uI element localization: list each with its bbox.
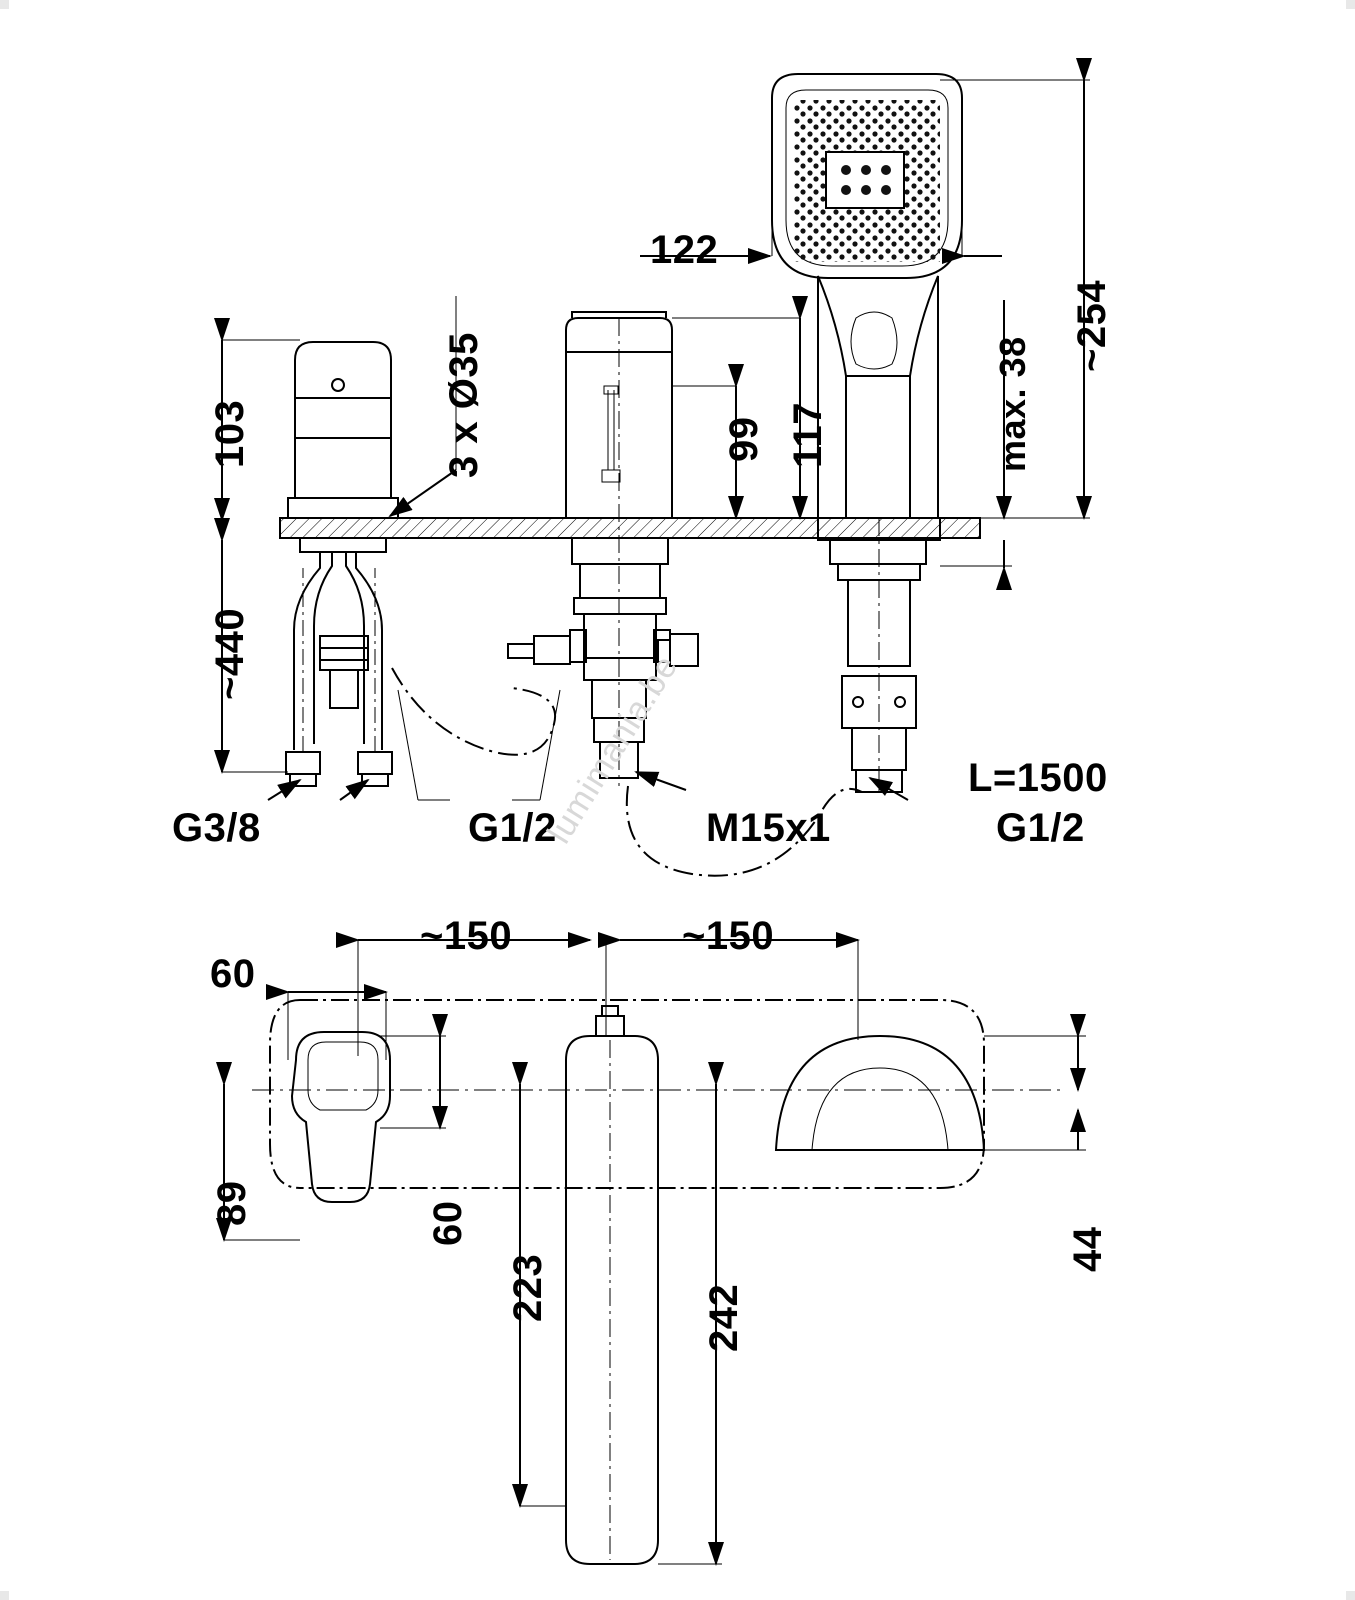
label-inlet-thread: G3/8: [172, 806, 261, 850]
watermark: lumimania.be: [540, 648, 686, 851]
plan-left-handle: [292, 1032, 390, 1202]
dim-spout-top-height: 117: [786, 401, 830, 468]
label-cartridge-thread: M15x1: [706, 806, 831, 850]
plan-handset-holder: [776, 1036, 984, 1150]
dim-spout-to-handset: ~150: [682, 914, 775, 958]
dim-spout-overall: 242: [702, 1283, 746, 1352]
dim-handle-width: 60: [210, 952, 256, 996]
left-control-assembly: [286, 342, 398, 786]
plan-spout: [566, 1006, 658, 1564]
spout-assembly: [508, 312, 698, 786]
dim-spout-reach: 223: [506, 1253, 550, 1322]
dim-handset-width: 122: [650, 228, 719, 272]
deck-plate: [280, 518, 980, 538]
dim-handle-height: 103: [208, 399, 252, 468]
dim-handle-base: 60: [426, 1200, 470, 1246]
dim-handle-to-spout: ~150: [420, 914, 513, 958]
dimension-lines-plan: [224, 940, 1086, 1564]
dim-handset-length: ~254: [1070, 279, 1114, 372]
dim-handset-depth: 44: [1066, 1226, 1110, 1272]
label-hose-thread: G1/2: [996, 806, 1085, 850]
dim-hose-drop: ~440: [208, 607, 252, 700]
label-riser-thread: G1/2: [468, 806, 557, 850]
label-hose-length: L=1500: [968, 756, 1108, 800]
dim-deck-thickness: max. 38: [992, 336, 1033, 472]
dim-hole-spec: 3 x Ø35: [442, 332, 486, 478]
dim-handle-depth: 89: [210, 1180, 254, 1226]
dim-spout-height: 99: [722, 416, 766, 462]
